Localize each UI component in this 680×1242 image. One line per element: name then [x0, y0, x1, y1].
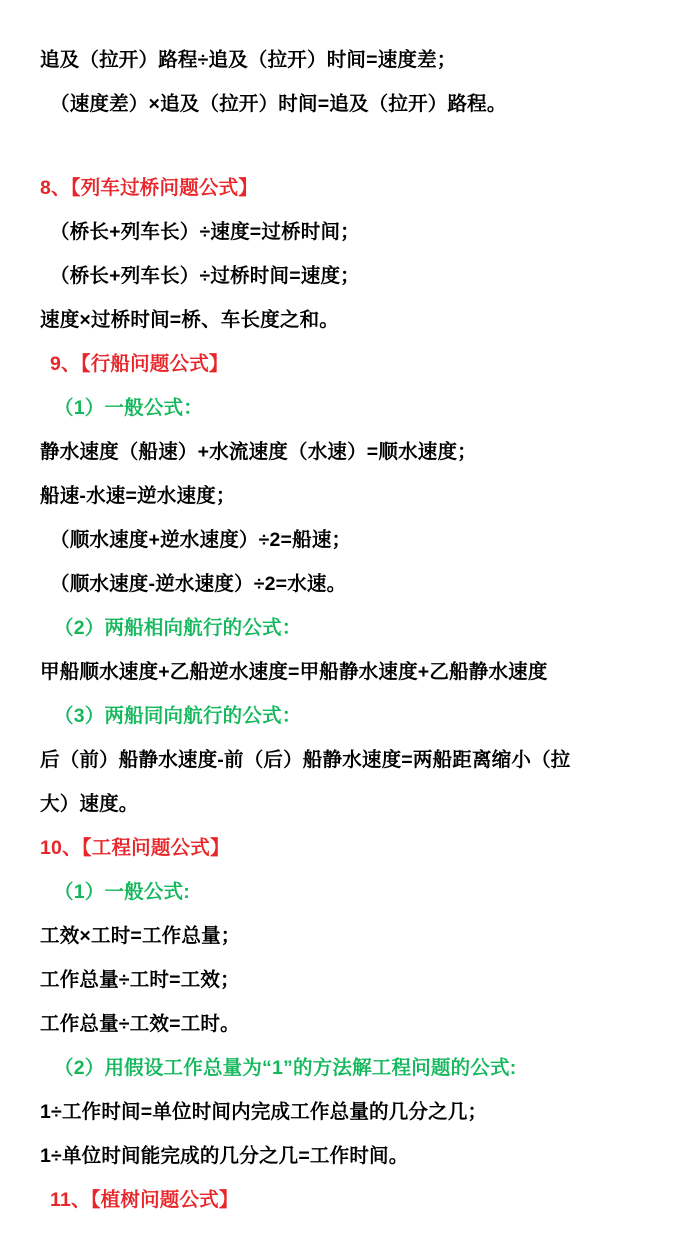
- sub-heading: （3）两船同向航行的公式：: [54, 705, 302, 727]
- sub-heading: （1）一般公式：: [54, 397, 203, 419]
- formula-line: 工作总量÷工时=工效；: [40, 969, 240, 991]
- formula-line: 后（前）船静水速度-前（后）船静水速度=两船距离缩小（拉: [40, 749, 571, 771]
- sub-heading: （2）两船相向航行的公式：: [54, 617, 302, 639]
- formula-line: （顺水速度-逆水速度）÷2=水速。: [50, 573, 347, 595]
- sub-heading: （2）用假设工作总量为“1”的方法解工程问题的公式:: [54, 1057, 517, 1079]
- section-heading: 8、【列车过桥问题公式】: [40, 177, 258, 199]
- formula-line: 追及（拉开）路程÷追及（拉开）时间=速度差；: [40, 49, 457, 71]
- sub-heading: （1）一般公式:: [54, 881, 190, 903]
- document-content: [40, 38, 640, 1222]
- section-heading: 10、【工程问题公式】: [40, 837, 230, 859]
- formula-line: （桥长+列车长）÷速度=过桥时间；: [50, 221, 360, 243]
- formula-line: （顺水速度+逆水速度）÷2=船速；: [50, 529, 352, 551]
- formula-line: （桥长+列车长）÷过桥时间=速度；: [50, 265, 360, 287]
- paragraph-spacer: [40, 126, 640, 166]
- formula-line: 甲船顺水速度+乙船逆水速度=甲船静水速度+乙船静水速度: [40, 661, 548, 683]
- formula-line: 静水速度（船速）+水流速度（水速）=顺水速度；: [40, 441, 477, 463]
- formula-line: 大）速度。: [40, 793, 139, 815]
- section-heading: 11、【植树问题公式】: [50, 1189, 239, 1211]
- formula-line: 1÷工作时间=单位时间内完成工作总量的几分之几；: [40, 1101, 488, 1123]
- formula-line: 工效×工时=工作总量；: [40, 925, 241, 947]
- formula-line: 船速-水速=逆水速度；: [40, 485, 236, 507]
- formula-line: 工作总量÷工效=工时。: [40, 1013, 240, 1035]
- formula-line: 1÷单位时间能完成的几分之几=工作时间。: [40, 1145, 409, 1167]
- section-heading: 9、【行船问题公式】: [50, 353, 229, 375]
- formula-line: 速度×过桥时间=桥、车长度之和。: [40, 309, 339, 331]
- formula-line: （速度差）×追及（拉开）时间=追及（拉开）路程。: [50, 93, 507, 115]
